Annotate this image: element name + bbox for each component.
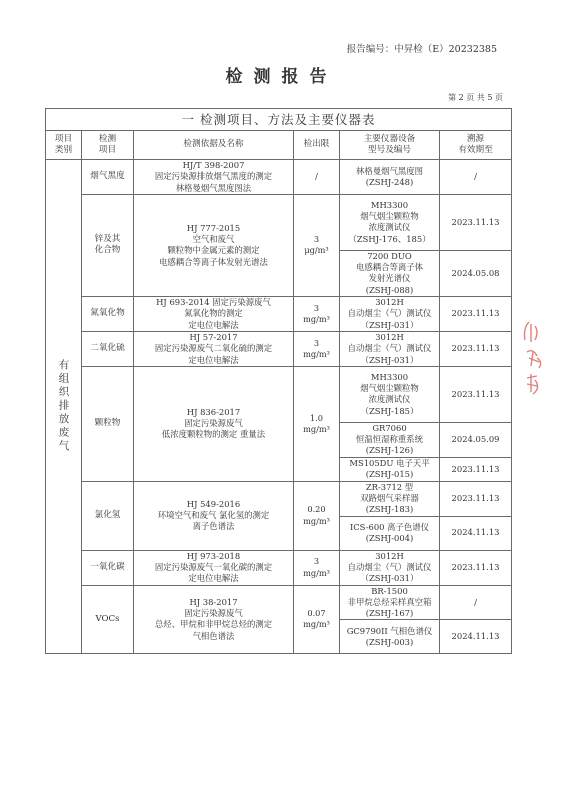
col-header-item: 检测 项目: [82, 131, 134, 160]
test-item-cell: 锌及其 化合物: [82, 194, 134, 296]
test-item-cell: 颗粒物: [82, 366, 134, 481]
test-item-cell: 氯化氢: [82, 481, 134, 550]
instrument-cell: BR-1500 非甲烷总烃采样真空箱 (ZSHJ-167): [340, 585, 440, 620]
limit-unit: mg/m³: [303, 314, 330, 325]
table-row: [46, 331, 512, 366]
detection-limit-cell: [294, 160, 340, 195]
instrument-cell: MH3300 烟气烟尘颗粒物 浓度测试仪 （ZSHJ-185）: [340, 366, 440, 422]
table-row: [46, 160, 512, 195]
test-item-cell: VOCs: [82, 585, 134, 654]
col-header-limit: 检出限: [294, 131, 340, 160]
category-cell: [46, 160, 82, 654]
valid-until-cell: 2023.11.13: [440, 550, 512, 585]
instrument-cell: 7200 DUO 电感耦合等离子体 发射光谱仪 (ZSHJ-088): [340, 250, 440, 296]
valid-until-cell: 2023.11.13: [440, 457, 512, 481]
valid-until-cell: 2023.11.13: [440, 194, 512, 250]
test-item-cell: 二氧化硫: [82, 331, 134, 366]
instrument-cell: 3012H 自动烟尘（气）测试仪 （ZSHJ-031）: [340, 297, 440, 332]
detection-limit-cell: [294, 194, 340, 296]
limit-value: 1.0: [309, 412, 324, 423]
instrument-cell: 林格曼烟气黑度图 (ZSHJ-248): [340, 160, 440, 195]
category-label: 有组织排放废气: [57, 359, 70, 454]
test-items-table: [45, 108, 512, 654]
instrument-cell: GR7060 恒温恒湿称重系统 (ZSHJ-126): [340, 422, 440, 457]
table-row: [46, 297, 512, 332]
valid-until-cell: 2023.11.13: [440, 331, 512, 366]
report-number: 报告编号：中昇检（E）20232385: [346, 44, 497, 55]
detection-limit-cell: [294, 550, 340, 585]
limit-value: 0.07: [307, 608, 326, 619]
method-cell: HJ 38-2017 固定污染源废气 总烃、甲烷和非甲烷总烃的测定 气相色谱法: [134, 585, 294, 654]
limit-value: 3: [313, 302, 320, 313]
test-item-cell: 氮氧化物: [82, 297, 134, 332]
detection-limit-cell: [294, 297, 340, 332]
instrument-cell: MH3300 烟气烟尘颗粒物 浓度测试仪 （ZSHJ-176、185）: [340, 194, 440, 250]
valid-until-cell: 2024.11.13: [440, 516, 512, 550]
limit-value: 3: [313, 337, 320, 348]
valid-until-cell: 2023.11.13: [440, 481, 512, 516]
method-cell: HJ 693-2014 固定污染源废气 氮氧化物的测定 定电位电解法: [134, 297, 294, 332]
col-header-category: 项目 类别: [46, 131, 82, 160]
table-row: [46, 550, 512, 585]
method-cell: HJ/T 398-2007 固定污染源排放烟气黑度的测定 林格曼烟气黑度图法: [134, 160, 294, 195]
section-title: 一 检测项目、方法及主要仪器表: [46, 109, 512, 131]
valid-until-cell: 2024.05.09: [440, 422, 512, 457]
method-cell: HJ 836-2017 固定污染源废气 低浓度颗粒物的测定 重量法: [134, 366, 294, 481]
detection-limit-cell: [294, 585, 340, 654]
instrument-cell: ZR-3712 型 双路烟气采样器 (ZSHJ-183): [340, 481, 440, 516]
detection-limit-cell: [294, 481, 340, 550]
method-cell: HJ 57-2017 固定污染源废气二氧化硫的测定 定电位电解法: [134, 331, 294, 366]
report-title: 检测报告: [225, 67, 338, 87]
limit-value: /: [315, 171, 318, 182]
table-row: [46, 481, 512, 516]
limit-value: 0.20: [307, 504, 326, 515]
limit-unit: mg/m³: [303, 423, 330, 434]
valid-until-cell: /: [440, 585, 512, 620]
detection-limit-cell: [294, 366, 340, 481]
detection-limit-cell: [294, 331, 340, 366]
valid-until-cell: /: [440, 160, 512, 195]
method-cell: HJ 777-2015 空气和废气 颗粒物中金属元素的测定 电感耦合等离子体发射光谱法: [134, 194, 294, 296]
test-item-cell: 一氧化碳: [82, 550, 134, 585]
instrument-cell: GC9790II 气相色谱仪 (ZSHJ-003): [340, 620, 440, 654]
table-row: [46, 194, 512, 250]
limit-value: 3: [313, 234, 320, 245]
limit-unit: mg/m³: [303, 567, 330, 578]
seal-stamp-fragment: [519, 318, 563, 408]
col-header-valid: 溯源 有效期至: [440, 131, 512, 160]
table-row: [46, 585, 512, 620]
valid-until-cell: 2023.11.13: [440, 366, 512, 422]
col-header-method: 检测依据及名称: [134, 131, 294, 160]
method-cell: HJ 973-2018 固定污染源废气一氧化碳的测定 定电位电解法: [134, 550, 294, 585]
instrument-cell: ICS-600 离子色谱仪 (ZSHJ-004): [340, 516, 440, 550]
instrument-cell: MS105DU 电子天平 (ZSHJ-015): [340, 457, 440, 481]
instrument-cell: 3012H 自动烟尘（气）测试仪 （ZSHJ-031）: [340, 331, 440, 366]
limit-unit: mg/m³: [303, 515, 330, 526]
limit-value: 3: [313, 556, 320, 567]
test-item-cell: 烟气黑度: [82, 160, 134, 195]
valid-until-cell: 2023.11.13: [440, 297, 512, 332]
limit-unit: mg/m³: [303, 619, 330, 630]
method-cell: HJ 549-2016 环境空气和废气 氯化氢的测定 离子色谱法: [134, 481, 294, 550]
limit-unit: μg/m³: [304, 245, 329, 256]
valid-until-cell: 2024.11.13: [440, 620, 512, 654]
page-number: 第 2 页 共 5 页: [448, 93, 503, 102]
limit-unit: mg/m³: [303, 348, 330, 359]
instrument-cell: 3012H 自动烟尘（气）测试仪 （ZSHJ-031）: [340, 550, 440, 585]
table-row: [46, 366, 512, 422]
col-header-instrument: 主要仪器设备 型号及编号: [340, 131, 440, 160]
valid-until-cell: 2024.05.08: [440, 250, 512, 296]
